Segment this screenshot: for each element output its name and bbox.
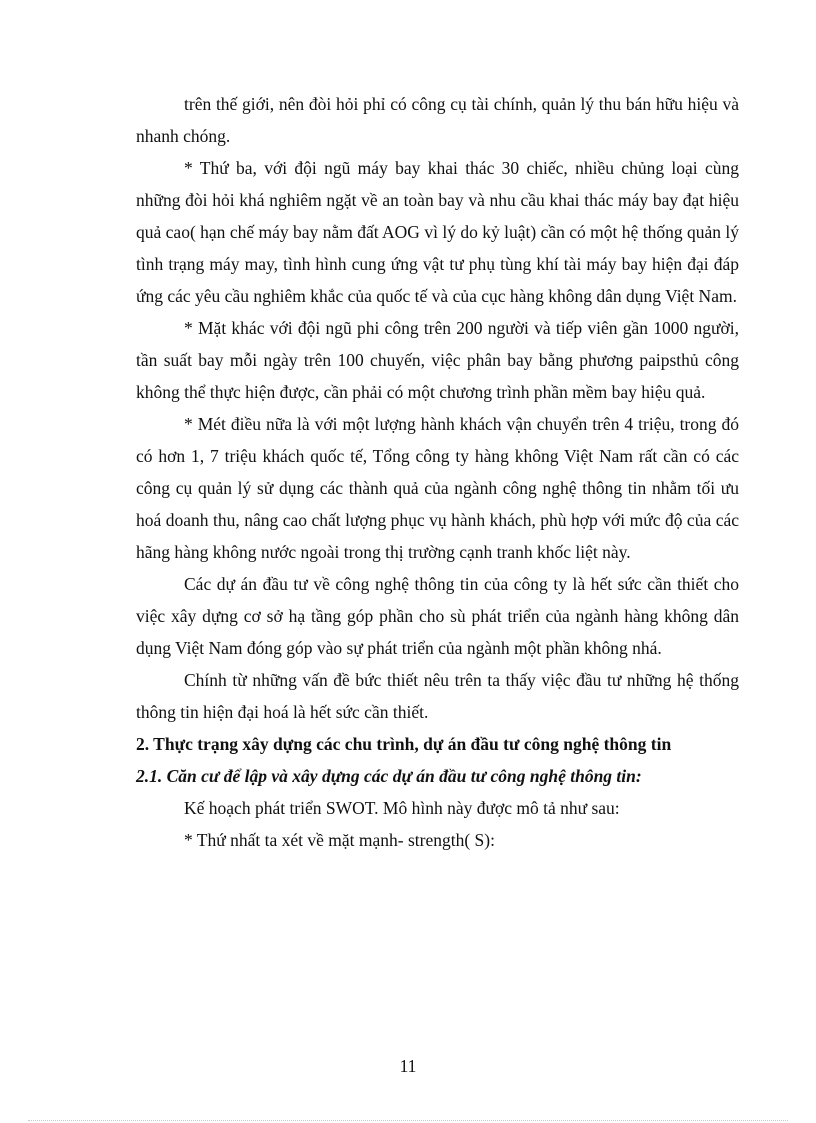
paragraph-5: Các dự án đầu tư về công nghệ thông tin của công ty là hết sức cần thiết cho việc xây dựng cơ sở hạ tầng góp phần cho sù phát triển của ngành hàng không dân dụng Việt Nam đóng góp vào sự phát triển của ngành một phần không nhá.	[136, 574, 739, 658]
paragraph-8: * Thứ nhất ta xét về mặt mạnh- strength( S):	[184, 830, 495, 850]
paragraph-3: * Mặt khác với đội ngũ phi công trên 200 người và tiếp viên gần 1000 người, tần suất bay mỗi ngày trên 100 chuyến, việc phân bay bằng phương paipsthủ công không thể thực hiện được, cần phải có một chương trình phần mềm bay hiệu quả.	[136, 318, 739, 402]
paragraph-4: * Mét điều nữa là với một lượng hành khách vận chuyển trên 4 triệu, trong đó có hơn 1, 7 triệu khách quốc tế, Tổng công ty hàng không Việt Nam rất cần có các công cụ quản lý sử dụng các thành quả của ngành công nghệ thông tin nhằm tối ưu hoá doanh thu, nâng cao chất lượng phục vụ hành khách, phù hợp với mức độ của các hãng hàng không nước ngoài trong thị trường cạnh tranh khốc liệt này.	[136, 414, 739, 562]
section-heading: 2. Thực trạng xây dựng các chu trình, dự án đầu tư công nghệ thông tin	[136, 734, 672, 754]
paragraph-2: * Thứ ba, với đội ngũ máy bay khai thác 30 chiếc, nhiều chủng loại cùng những đòi hỏi khá nghiêm ngặt về an toàn bay và nhu cầu khai thác máy bay đạt hiệu quả cao( hạn chế máy bay nằm đất AOG vì lý do kỷ luật) cần có một hệ thống quản lý tình trạng máy may, tình hình cung ứng vật tư phụ tùng khí tài máy bay hiện đại đáp ứng các yêu cầu nghiêm khắc của quốc tế và của cục hàng không dân dụng Việt Nam.	[136, 158, 739, 306]
paragraph-6: Chính từ những vấn đề bức thiết nêu trên ta thấy việc đầu tư những hệ thống thông tin hiện đại hoá là hết sức cần thiết.	[136, 670, 739, 722]
subsection-heading: 2.1. Căn cư để lập và xây dựng các dự án đầu tư công nghệ thông tin:	[136, 766, 642, 786]
page-bottom-border	[28, 1120, 788, 1121]
paragraph-7: Kế hoạch phát triển SWOT. Mô hình này được mô tả như sau:	[184, 798, 620, 818]
page-body	[136, 88, 739, 856]
paragraph-1: trên thế giới, nên đòi hỏi phỉ có công cụ tài chính, quản lý thu bán hữu hiệu và nhanh chóng.	[136, 94, 739, 146]
page-number: 11	[399, 1056, 417, 1076]
